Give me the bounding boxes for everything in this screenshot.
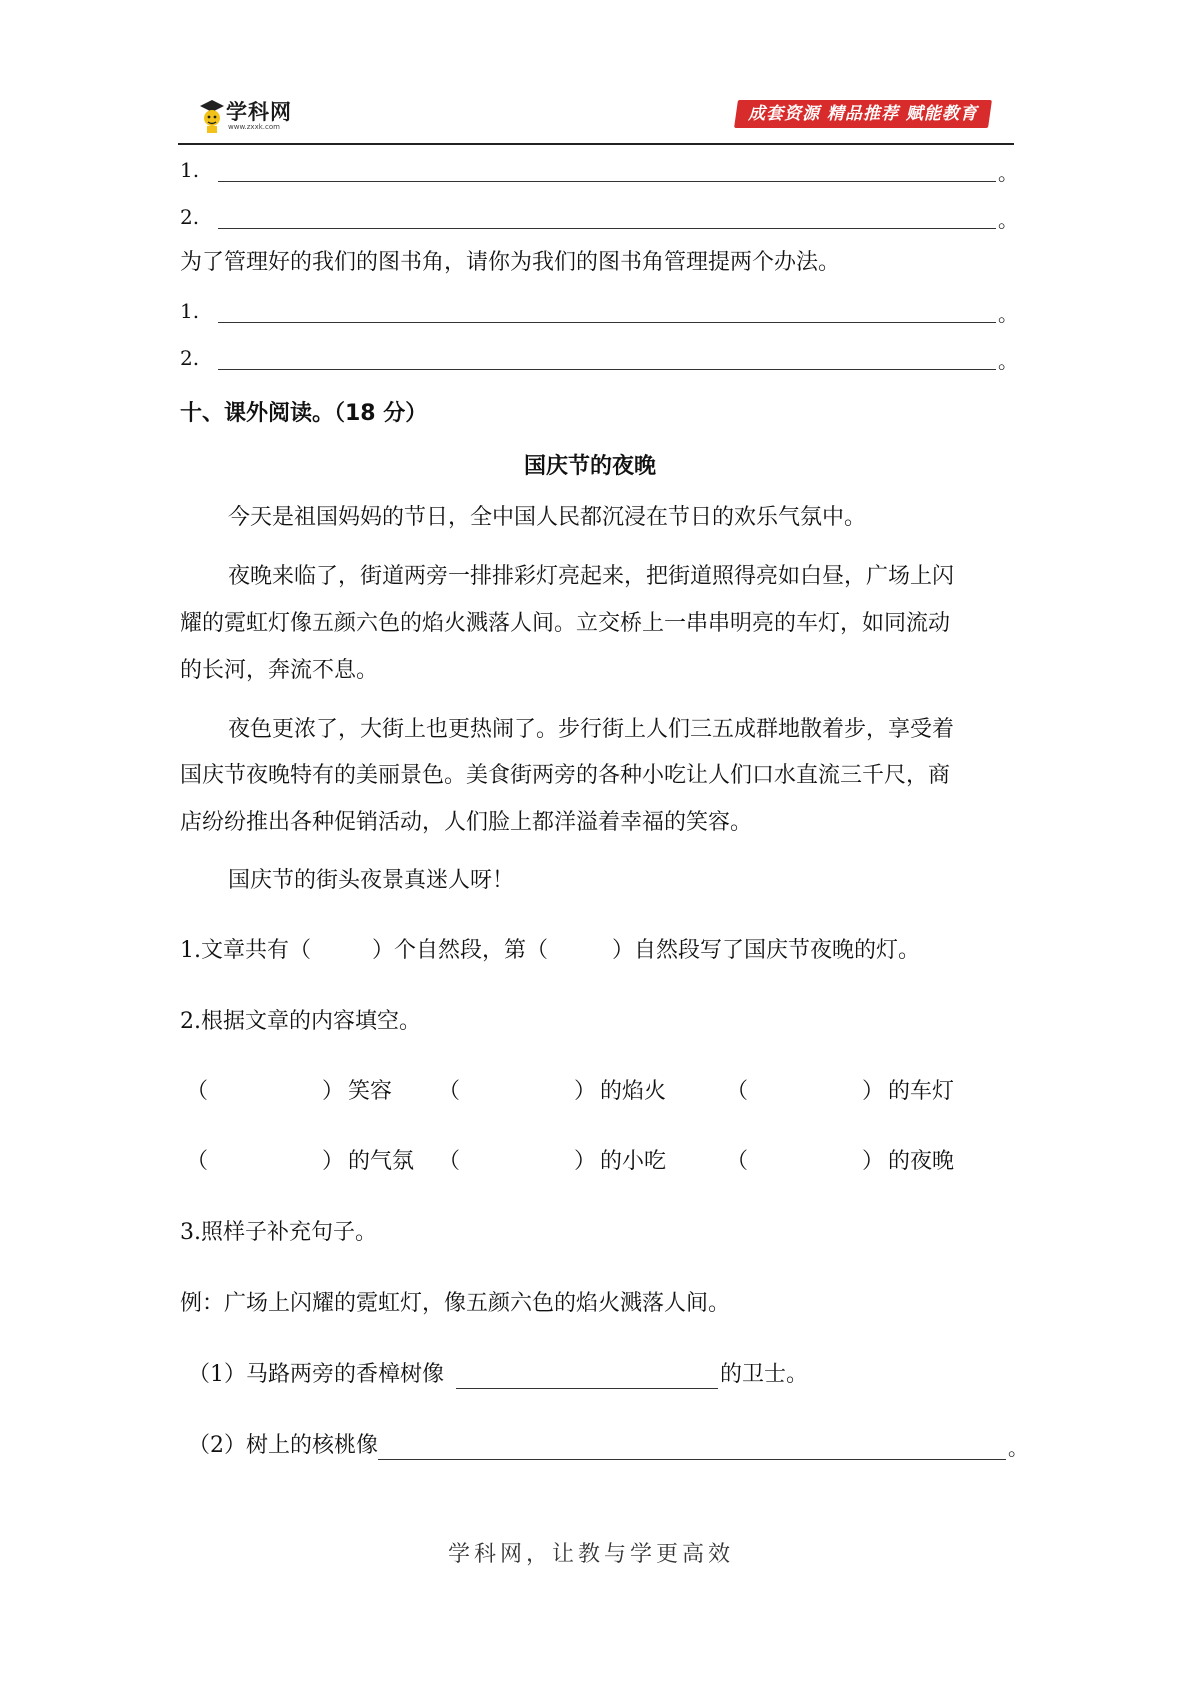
header-divider: [178, 143, 1014, 145]
line-period: 。: [998, 161, 1018, 185]
answer-number: 1.: [180, 299, 200, 323]
fill-item: 笑容: [348, 1079, 393, 1104]
fill-item: 的小吃: [600, 1149, 667, 1174]
q3-s1-prefix: （1）马路两旁的香樟树像: [188, 1362, 444, 1387]
answer-number: 1.: [180, 158, 200, 182]
q1-suffix: ）自然段写了国庆节夜晚的灯。: [612, 938, 921, 963]
answer-blank[interactable]: [378, 1459, 1006, 1460]
line-period: 。: [998, 208, 1018, 232]
answer-blank[interactable]: [218, 228, 996, 229]
close-paren: ）: [322, 1149, 345, 1174]
footer-text: 学科网，让教与学更高效: [448, 1542, 735, 1567]
fill-item: 的气氛: [348, 1149, 415, 1174]
open-paren: （: [186, 1149, 209, 1174]
close-paren: ）: [574, 1079, 597, 1104]
paragraph-line: 夜晚来临了，街道两旁一排排彩灯亮起来，把街道照得亮如白昼，广场上闪: [228, 564, 955, 589]
q1-prefix: 1.文章共有（: [180, 938, 311, 963]
paragraph-line: 夜色更浓了，大街上也更热闹了。步行街上人们三五成群地散着步，享受着: [228, 717, 955, 742]
q1-middle: ）个自然段，第（: [372, 938, 549, 963]
graduate-mascot-icon: [198, 98, 226, 134]
paragraph-line: 的长河，奔流不息。: [180, 658, 379, 683]
close-paren: ）: [862, 1149, 885, 1174]
open-paren: （: [186, 1079, 209, 1104]
fill-item: 的焰火: [600, 1079, 667, 1104]
paragraph-line: 国庆节夜晚特有的美丽景色。美食街两旁的各种小吃让人们口水直流三千尺，商: [180, 763, 951, 788]
fill-item: 的车灯: [888, 1079, 955, 1104]
open-paren: （: [726, 1149, 749, 1174]
passage-title: 国庆节的夜晚: [524, 454, 657, 479]
paragraph-line: 店纷纷推出各种促销活动，人们脸上都洋溢着幸福的笑容。: [180, 810, 753, 835]
paragraph-line: 国庆节的街头夜景真迷人呀！: [228, 868, 515, 893]
answer-number: 2.: [180, 346, 200, 370]
library-prompt: 为了管理好的我们的图书角，请你为我们的图书角管理提两个办法。: [180, 250, 841, 275]
section-heading: 十、课外阅读。（18 分）: [180, 401, 428, 426]
paragraph-line: 耀的霓虹灯像五颜六色的焰火溅落人间。立交桥上一串串明亮的车灯，如同流动: [180, 611, 951, 636]
q3-s2-prefix: （2）树上的核桃像: [188, 1433, 378, 1458]
slogan-text: 成套资源 精品推荐 赋能教育: [748, 104, 978, 124]
logo-text: 学科网: [226, 100, 292, 124]
line-period: 。: [998, 349, 1018, 373]
q3-s1-suffix: 的卫士。: [720, 1362, 809, 1387]
answer-blank[interactable]: [218, 181, 996, 182]
logo: [198, 96, 308, 136]
q2-label: 2.根据文章的内容填空。: [180, 1009, 421, 1034]
close-paren: ）: [862, 1079, 885, 1104]
q3-label: 3.照样子补充句子。: [180, 1220, 377, 1245]
q3-example: 例：广场上闪耀的霓虹灯，像五颜六色的焰火溅落人间。: [180, 1291, 731, 1316]
open-paren: （: [438, 1149, 461, 1174]
logo-url: www.zxxk.com: [228, 123, 280, 131]
line-period: 。: [998, 302, 1018, 326]
open-paren: （: [438, 1079, 461, 1104]
paragraph-line: 今天是祖国妈妈的节日，全中国人民都沉浸在节日的欢乐气氛中。: [228, 505, 867, 530]
answer-number: 2.: [180, 205, 200, 229]
answer-blank[interactable]: [218, 322, 996, 323]
answer-blank[interactable]: [456, 1388, 718, 1389]
close-paren: ）: [574, 1149, 597, 1174]
open-paren: （: [726, 1079, 749, 1104]
answer-blank[interactable]: [218, 369, 996, 370]
fill-item: 的夜晚: [888, 1149, 955, 1174]
q3-s2-suffix: 。: [1008, 1436, 1028, 1460]
close-paren: ）: [322, 1079, 345, 1104]
